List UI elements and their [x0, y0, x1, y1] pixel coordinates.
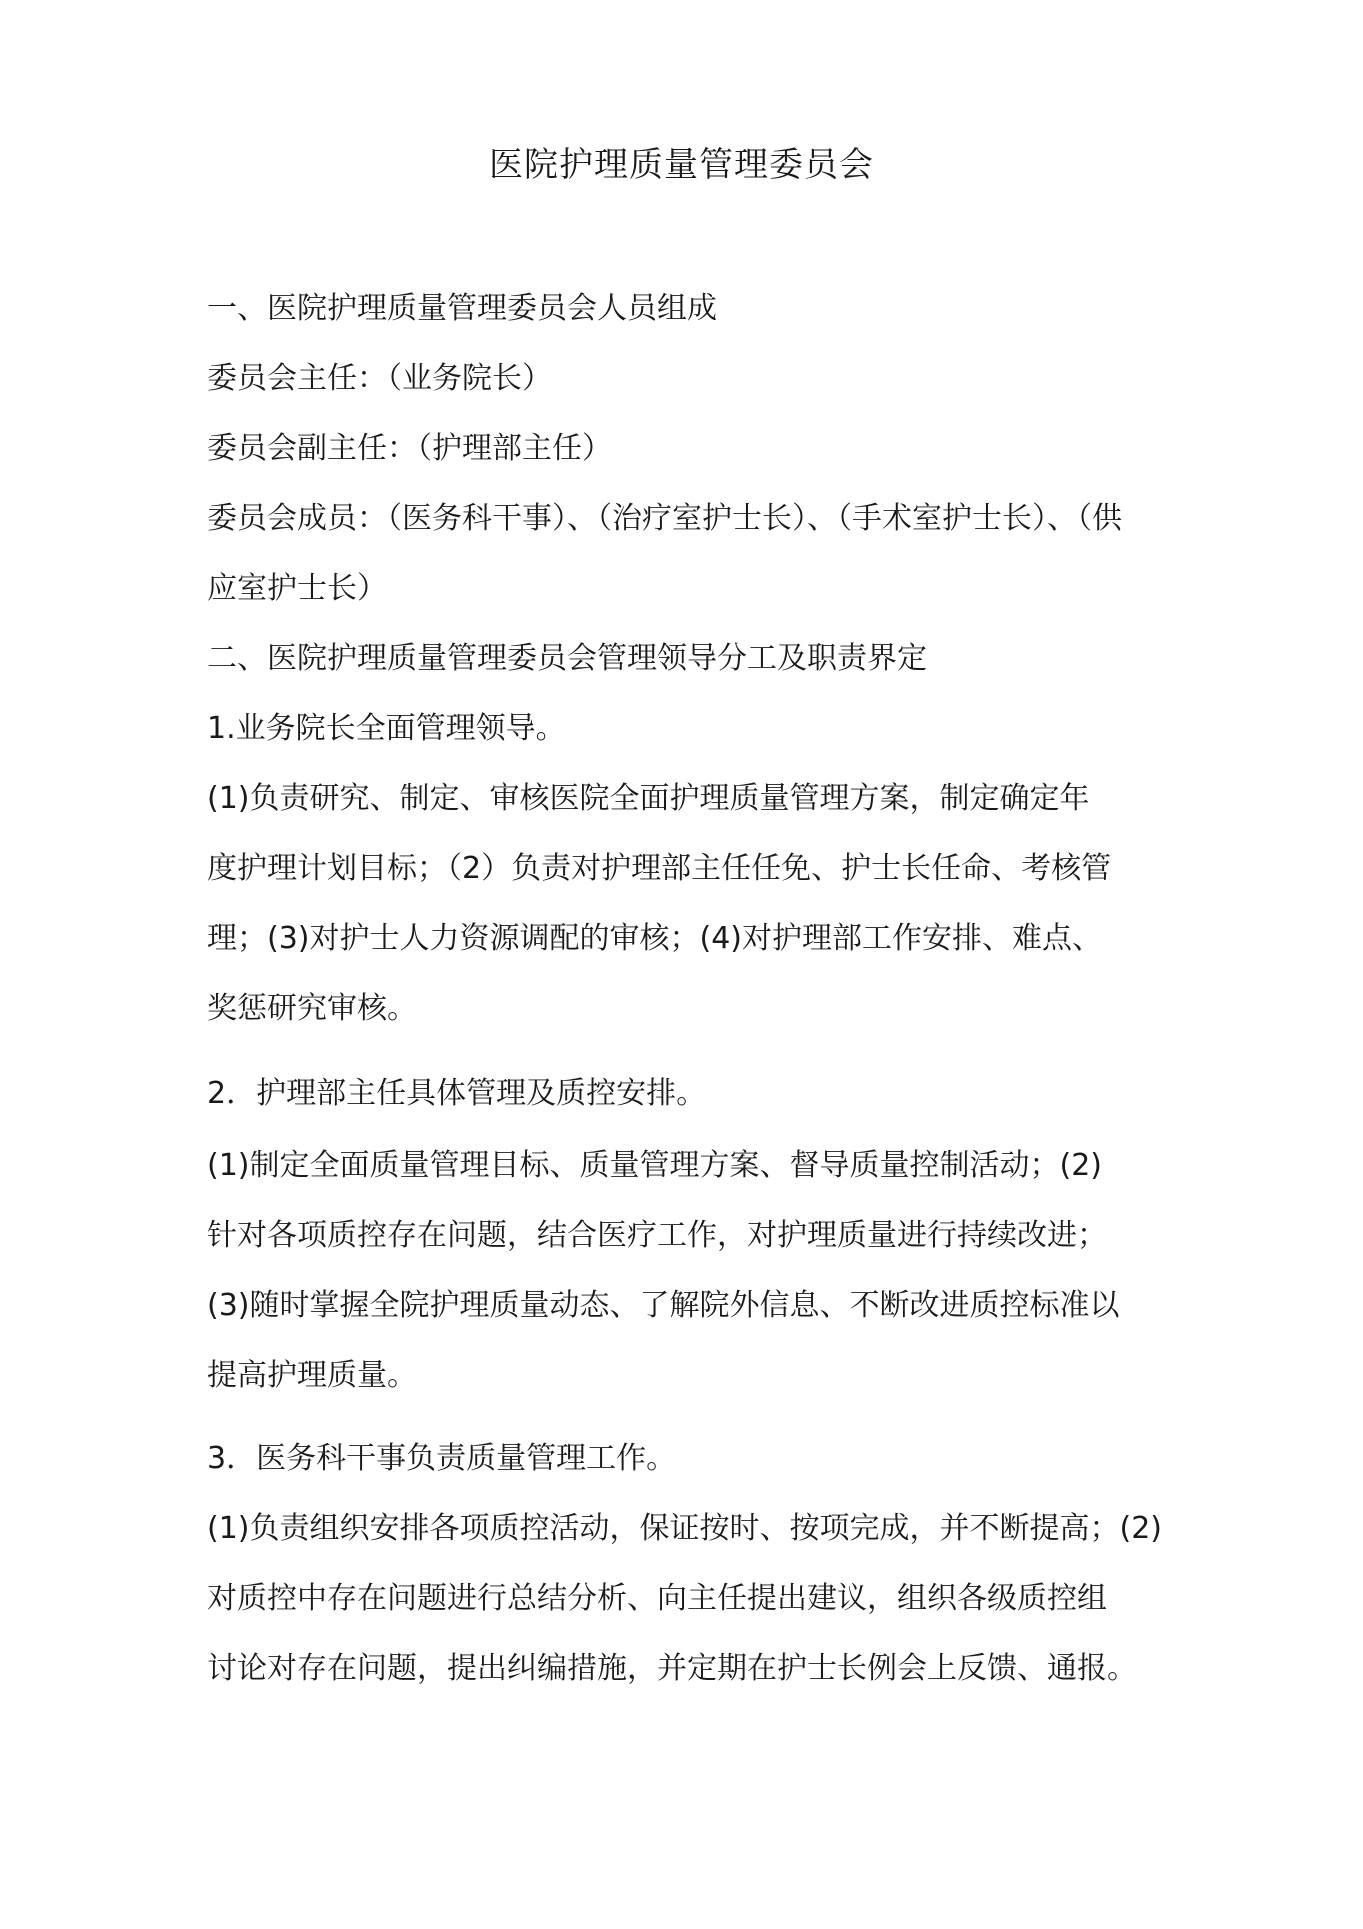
paragraph-line: (3)随时掌握全院护理质量动态、了解院外信息、不断改进质控标准以 [207, 1288, 1120, 1323]
paragraph-line: (1)负责组织安排各项质控活动，保证按时、按项完成，并不断提高；(2) [207, 1511, 1162, 1546]
paragraph-line: 奖惩研究审核。 [207, 991, 417, 1026]
paragraph-line: 理；(3)对护士人力资源调配的审核；(4)对护理部工作安排、难点、 [207, 921, 1102, 956]
document-title: 医院护理质量管理委员会 [489, 145, 874, 185]
paragraph-line: (1)制定全面质量管理目标、质量管理方案、督导质量控制活动；(2) [207, 1148, 1102, 1183]
paragraph-line: 针对各项质控存在问题，结合医疗工作，对护理质量进行持续改进； [207, 1218, 1107, 1253]
item-heading-1: 1.业务院长全面管理领导。 [207, 711, 566, 746]
paragraph-line: 对质控中存在问题进行总结分析、向主任提出建议，组织各级质控组 [207, 1581, 1107, 1616]
paragraph-line: 度护理计划目标；（2）负责对护理部主任任免、护士长任命、考核管 [207, 851, 1112, 886]
section-heading-2: 二、医院护理质量管理委员会管理领导分工及职责界定 [207, 641, 927, 676]
item-heading-2: 2．护理部主任具体管理及质控安排。 [207, 1076, 707, 1111]
section-heading-1: 一、医院护理质量管理委员会人员组成 [207, 291, 717, 326]
item-heading-3: 3．医务科干事负责质量管理工作。 [207, 1441, 677, 1476]
committee-members-line: 委员会成员：（医务科干事）、（治疗室护士长）、（手术室护士长）、（供 [207, 501, 1122, 536]
committee-deputy-line: 委员会副主任：（护理部主任） [207, 431, 612, 466]
committee-director-line: 委员会主任：（业务院长） [207, 361, 552, 396]
paragraph-line: 讨论对存在问题，提出纠编措施，并定期在护士长例会上反馈、通报。 [207, 1651, 1137, 1686]
paragraph-line: (1)负责研究、制定、审核医院全面护理质量管理方案，制定确定年 [207, 781, 1090, 816]
paragraph-line: 提高护理质量。 [207, 1358, 417, 1393]
committee-members-line-cont: 应室护士长） [207, 571, 387, 606]
